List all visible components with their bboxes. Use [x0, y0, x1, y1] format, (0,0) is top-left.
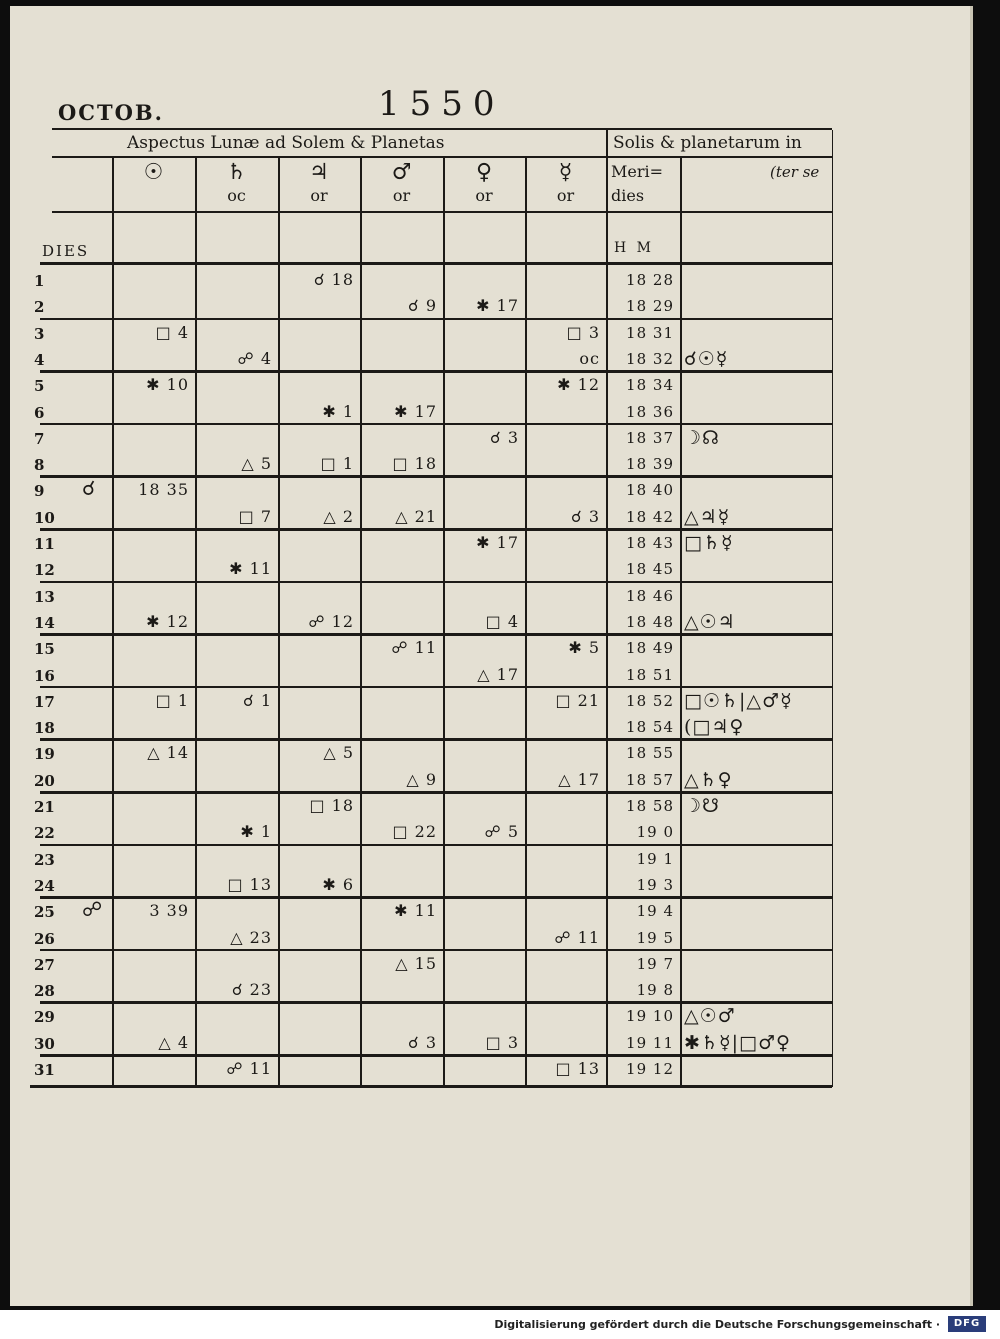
meridies-time: 18 51 [626, 665, 674, 684]
meridies-time: 18 37 [626, 428, 674, 447]
planet-event: □☉♄|△♂☿ [684, 689, 793, 712]
meridies-time: 18 46 [626, 586, 674, 605]
aspect-cell: △ 17 [477, 664, 519, 684]
planet-event: ☽☋ [684, 795, 720, 817]
aspect-cell: □ 18 [309, 796, 354, 815]
meridies-time: 18 48 [626, 612, 674, 631]
aspect-cell: □ 18 [392, 454, 437, 474]
aspect-cell: ☍ 5 [484, 822, 519, 842]
dies-label: DIES [42, 242, 90, 260]
day-number: 22 [34, 824, 55, 843]
meridies-time: 18 57 [626, 770, 674, 789]
planet-subscript: or [392, 186, 411, 205]
group-rule [40, 370, 832, 373]
planet-subscript: or [475, 186, 493, 205]
planet-event: △☉♃ [684, 610, 736, 633]
meridies-time: 18 39 [626, 455, 674, 474]
meridies-time: 18 54 [626, 718, 674, 737]
day-number: 31 [34, 1061, 55, 1079]
group-rule [40, 633, 832, 636]
day-number: 20 [34, 771, 55, 790]
aspect-cell: ✱ 1 [322, 401, 354, 421]
aspect-cell: ✱ 17 [476, 296, 519, 316]
aspect-cell: △ 14 [147, 743, 189, 763]
day-number: 25 [34, 903, 55, 922]
aspect-cell: 18 35 [138, 480, 189, 500]
section-title: Aspectus Lunæ ad Solem & Planetas [127, 133, 445, 153]
meridies-time: 19 7 [636, 954, 674, 973]
day-number: 17 [34, 692, 55, 711]
group-rule [40, 896, 832, 899]
aspect-cell: △ 17 [558, 769, 600, 789]
aspect-cell: ✱ 6 [322, 874, 354, 894]
meridies-time: 18 45 [626, 560, 674, 579]
meridies-time: 18 36 [626, 402, 674, 421]
aspect-cell: △ 5 [241, 454, 272, 474]
group-rule [40, 1001, 832, 1004]
meridies-time: 19 8 [636, 981, 674, 1000]
aspect-cell: 3 39 [149, 901, 189, 921]
aspect-cell: ✱ 17 [476, 533, 519, 552]
meridies-time: 18 42 [626, 507, 674, 526]
aspect-cell: □ 22 [392, 822, 437, 842]
day-number: 4 [34, 350, 45, 369]
rule-bottom [30, 1085, 832, 1088]
aspect-cell: △ 21 [395, 506, 437, 526]
day-number: 12 [34, 561, 55, 580]
footer-credit: Digitalisierung gefördert durch die Deutsche Forschungsgemeinschaft · [494, 1318, 940, 1331]
group-rule [40, 581, 832, 584]
group-rule [40, 475, 832, 478]
dfg-logo-icon: DFG [948, 1316, 986, 1332]
aspect-cell: □ 1 [155, 690, 189, 710]
day-number: 11 [34, 535, 55, 553]
meridies-time: 18 40 [626, 481, 674, 500]
meridies-time: 19 10 [626, 1007, 674, 1026]
meridies-time: 19 5 [636, 928, 674, 947]
planet-event: ☌☉☿ [684, 347, 729, 370]
meridies-time: 19 3 [636, 875, 674, 894]
year-heading: 1550 [378, 84, 505, 124]
planet-symbol: ♃ [309, 160, 329, 185]
planet-symbol: ♄ [226, 160, 247, 185]
day-number: 10 [34, 508, 55, 527]
planet-symbol: ☉ [143, 160, 164, 185]
aspect-cell: ☌ 1 [242, 690, 272, 710]
day-number: 19 [34, 745, 55, 764]
meridies-time: 18 32 [626, 349, 674, 368]
meridies-time: 18 28 [626, 271, 674, 289]
right-title: Solis & planetarum in [613, 133, 802, 153]
planet-symbol: ♀ [475, 160, 493, 185]
day-number: 30 [34, 1034, 55, 1053]
rule-dies [40, 262, 832, 265]
planet-symbol: ♂ [391, 160, 412, 185]
aspect-cell: □ 3 [566, 322, 600, 342]
day-number: 26 [34, 929, 55, 948]
lunation-marker-icon: ☌ [82, 476, 96, 501]
aspect-cell: ☍ 4 [237, 348, 272, 368]
divider-title [606, 130, 608, 156]
rule-top [52, 128, 832, 130]
day-number: 23 [34, 850, 55, 869]
aspect-cell: ✱ 12 [146, 611, 189, 631]
meridies-time: 18 52 [626, 691, 674, 710]
aspect-cell: ✱ 17 [394, 401, 437, 421]
day-number: 6 [34, 403, 45, 422]
aspect-cell: □ 4 [485, 611, 519, 631]
aspect-cell: ✱ 10 [146, 375, 189, 395]
planet-event: △♄♀ [684, 768, 733, 791]
aspect-cell: △ 5 [323, 743, 354, 763]
group-rule [40, 528, 832, 531]
meridies-time: 19 11 [626, 1033, 674, 1052]
footer [0, 1310, 1000, 1339]
planet-subscript: oc [227, 186, 246, 205]
rule-head [52, 211, 832, 213]
month-heading: OCTOB. [58, 100, 164, 125]
group-rule [40, 949, 832, 952]
meridies-time: 18 34 [626, 376, 674, 395]
aspect-cell: △ 2 [323, 506, 354, 526]
aspect-cell: ☌ 18 [313, 270, 354, 289]
meridies-time: 18 58 [626, 797, 674, 815]
aspect-cell: □ 4 [155, 322, 189, 342]
day-number: 29 [34, 1008, 55, 1027]
day-number: 5 [34, 377, 45, 396]
aspect-cell: △ 4 [158, 1032, 189, 1052]
meridies-time: 19 1 [636, 849, 674, 868]
day-number: 1 [34, 272, 45, 290]
aspect-cell: ✱ 5 [568, 638, 600, 658]
column-rule [525, 156, 527, 1087]
meridies-time: 19 12 [626, 1060, 674, 1078]
aspect-cell: ☌ 3 [489, 427, 519, 447]
meridies-time: 19 4 [636, 902, 674, 921]
group-rule [40, 318, 832, 321]
aspect-cell: □ 7 [238, 506, 272, 526]
column-rule [680, 156, 682, 1087]
column-rule [195, 156, 197, 1087]
day-number: 9 [34, 482, 45, 501]
day-number: 24 [34, 876, 55, 895]
aspect-cell: ☍ 11 [391, 638, 437, 658]
hm-label: H M [614, 240, 654, 256]
aspect-cell: ☌ 3 [407, 1032, 437, 1052]
aspect-cell: □ 13 [555, 1059, 600, 1078]
column-rule [278, 156, 280, 1087]
aspect-cell: ✱ 11 [394, 901, 437, 921]
planet-event: (□♃♀ [684, 716, 745, 739]
aspect-cell: ✱ 11 [229, 559, 272, 579]
aspect-cell: ☍ 12 [308, 611, 354, 631]
aspect-cell: oc [579, 348, 600, 368]
day-number: 16 [34, 666, 55, 685]
day-number: 14 [34, 613, 55, 632]
meridies-time: 18 29 [626, 297, 674, 316]
aspect-cell: △ 23 [230, 927, 272, 947]
meridies-time: 18 55 [626, 744, 674, 763]
aspect-cell: □ 1 [320, 454, 354, 474]
right-subtitle: (ter se [770, 163, 820, 181]
meridies-label: Meri= dies [611, 162, 664, 205]
day-number: 28 [34, 982, 55, 1001]
column-rule [112, 156, 114, 1087]
aspect-cell: ☌ 23 [231, 980, 272, 1000]
aspect-cell: ☌ 9 [407, 296, 437, 316]
day-number: 8 [34, 456, 45, 475]
group-rule [40, 686, 832, 689]
group-rule [40, 738, 832, 741]
lunation-marker-icon: ☍ [82, 897, 103, 922]
planet-subscript: or [556, 186, 575, 205]
aspect-cell: □ 3 [485, 1032, 519, 1052]
planet-event: □♄☿ [684, 532, 734, 554]
day-number: 3 [34, 324, 45, 343]
rule-title [52, 156, 832, 158]
meridies-time: 18 49 [626, 639, 674, 658]
day-number: 7 [34, 429, 45, 448]
planet-symbol: ☿ [558, 160, 573, 185]
column-rule-right [832, 130, 833, 1087]
planet-subscript: or [310, 186, 328, 205]
aspect-cell: ☌ 3 [570, 506, 600, 526]
meridies-time: 18 31 [626, 323, 674, 342]
day-number: 2 [34, 298, 45, 317]
group-rule [40, 791, 832, 794]
meridies-time: 19 0 [636, 823, 674, 842]
aspect-cell: △ 9 [406, 769, 437, 789]
aspect-cell: □ 13 [227, 874, 272, 894]
aspect-cell: ☍ 11 [554, 927, 600, 947]
day-number: 15 [34, 640, 55, 659]
column-rule [606, 156, 608, 1087]
day-number: 13 [34, 587, 55, 606]
column-rule [360, 156, 362, 1087]
planet-event: ✱♄☿|□♂♀ [684, 1031, 791, 1054]
day-number: 18 [34, 719, 55, 738]
aspect-cell: ✱ 1 [240, 822, 272, 842]
aspect-cell: □ 21 [555, 690, 600, 710]
column-rule [443, 156, 445, 1087]
aspect-cell: ✱ 12 [557, 375, 600, 395]
group-rule [40, 1054, 832, 1057]
day-number: 21 [34, 798, 55, 816]
planet-event: △☉♂ [684, 1005, 736, 1028]
planet-event: △♃☿ [684, 505, 731, 528]
group-rule [40, 423, 832, 426]
aspect-cell: ☍ 11 [226, 1059, 272, 1078]
group-rule [40, 844, 832, 847]
planet-event: ☽☊ [684, 426, 720, 449]
meridies-time: 18 43 [626, 534, 674, 552]
aspect-cell: △ 15 [395, 953, 437, 973]
day-number: 27 [34, 955, 55, 974]
